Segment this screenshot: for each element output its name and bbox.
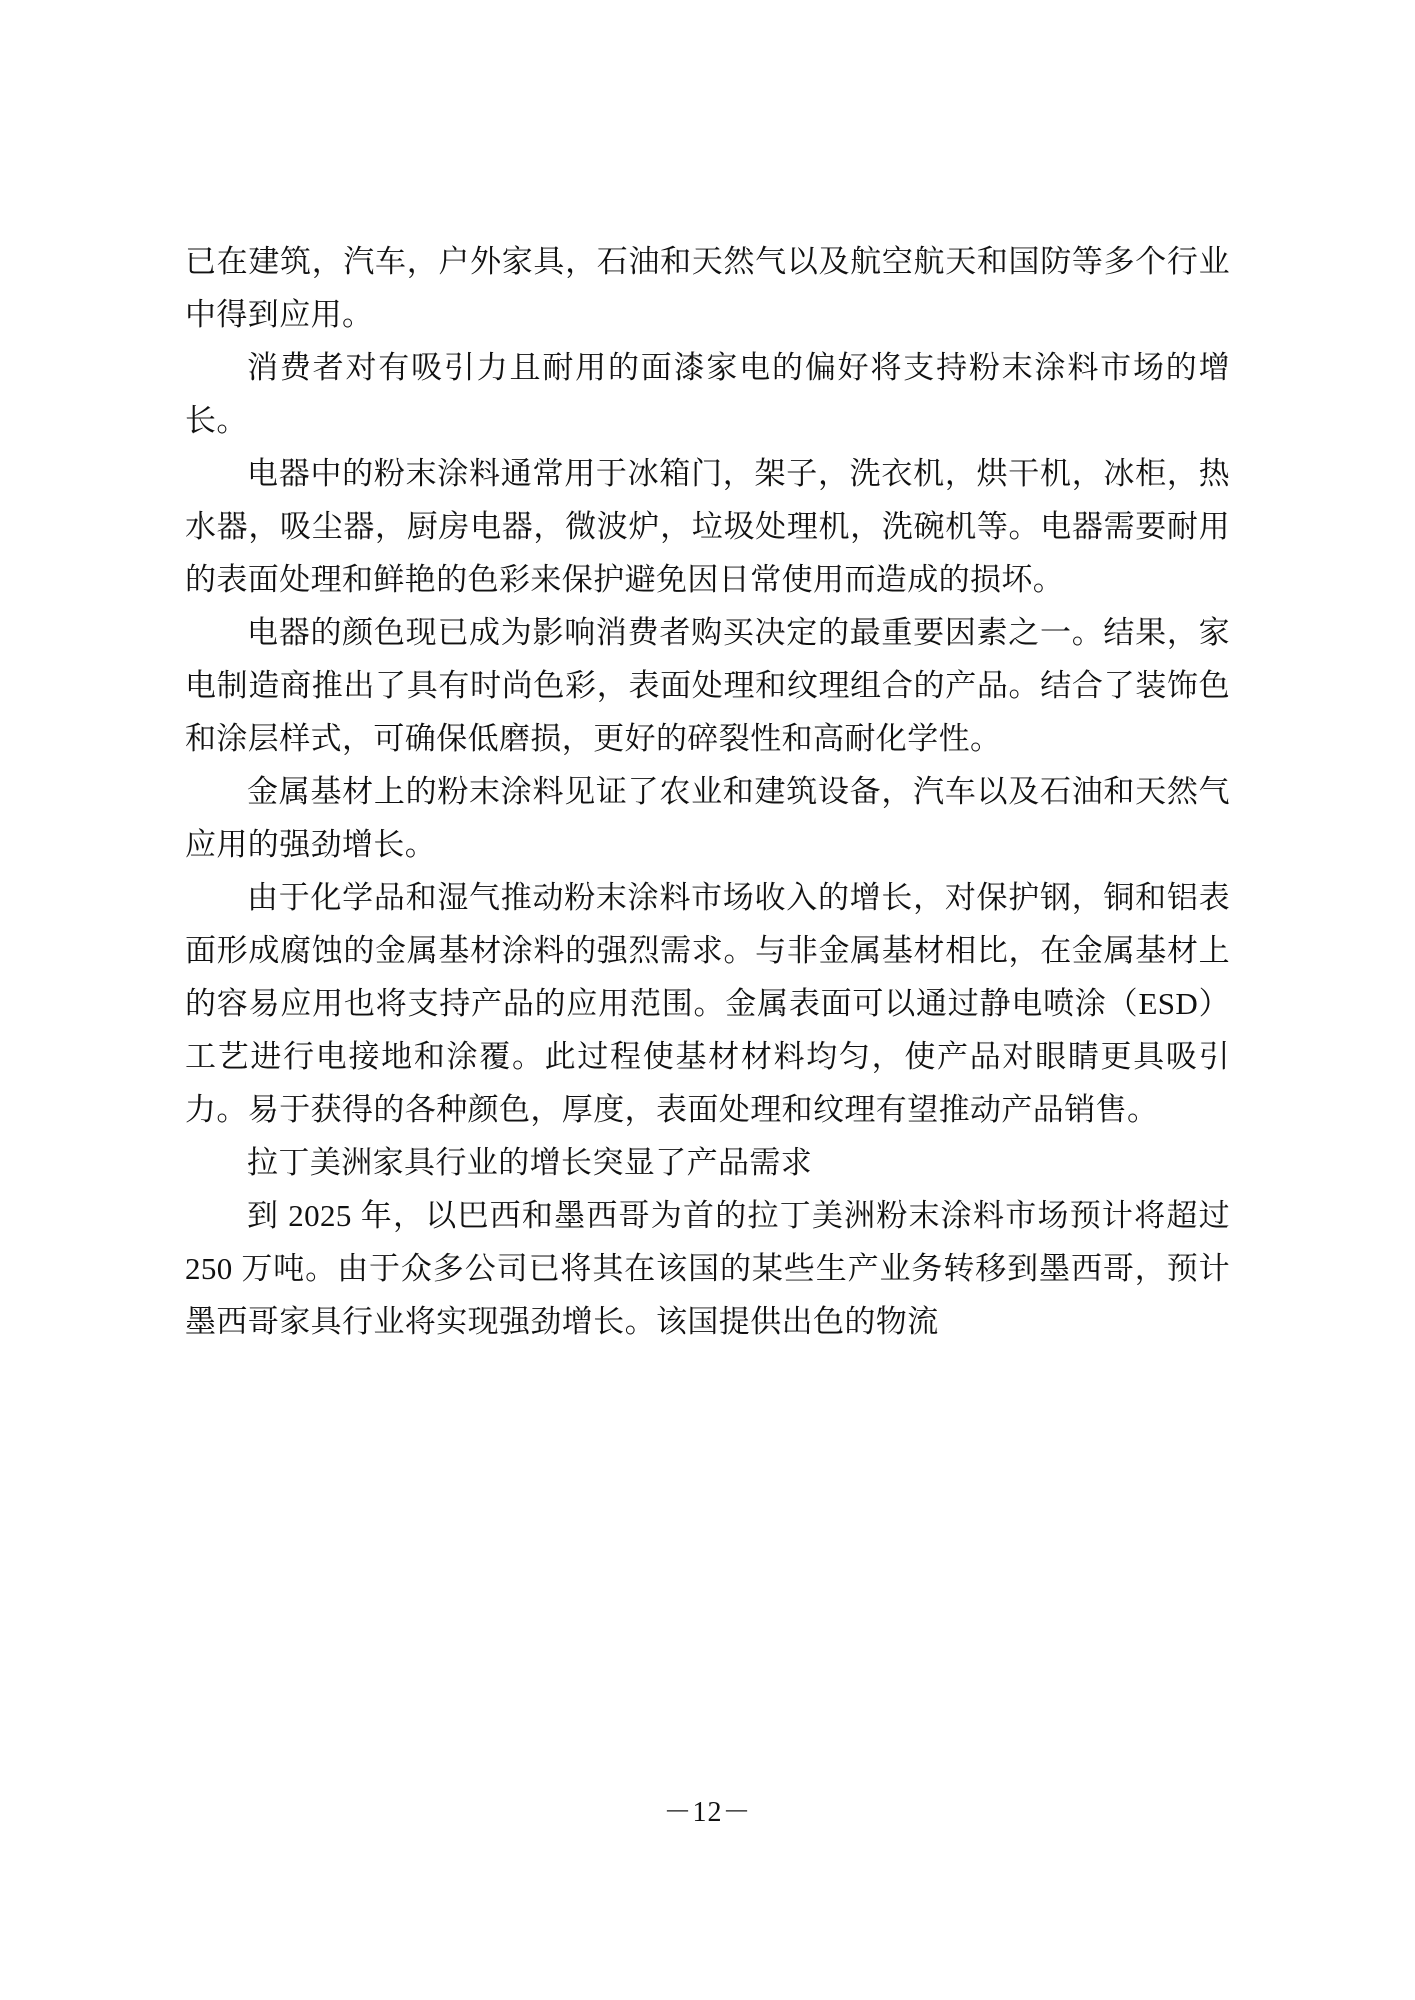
paragraph: 已在建筑，汽车，户外家具，石油和天然气以及航空航天和国防等多个行业中得到应用。	[185, 244, 1230, 332]
paragraph: 电器的颜色现已成为影响消费者购买决定的最重要因素之一。结果，家电制造商推出了具有时尚色彩，表面处理和纹理组合的产品。结合了装饰色和涂层样式，可确保低磨损，更好的碎裂性和高耐化学性。	[185, 615, 1230, 756]
page-body	[185, 235, 1230, 1348]
paragraph: 由于化学品和湿气推动粉末涂料市场收入的增长，对保护钢，铜和铝表面形成腐蚀的金属基材涂料的强烈需求。与非金属基材相比，在金属基材上的容易应用也将支持产品的应用范围。金属表面可以通过静电喷涂（ESD）工艺进行电接地和涂覆。此过程使基材材料均匀，使产品对眼睛更具吸引力。易于获得的各种颜色，厚度，表面处理和纹理有望推动产品销售。	[185, 880, 1230, 1127]
paragraph: 到 2025 年，以巴西和墨西哥为首的拉丁美洲粉末涂料市场预计将超过 250 万吨。由于众多公司已将其在该国的某些生产业务转移到墨西哥，预计墨西哥家具行业将实现强劲增长。该国提供出色的物流	[185, 1198, 1230, 1339]
paragraph: 金属基材上的粉末涂料见证了农业和建筑设备，汽车以及石油和天然气应用的强劲增长。	[185, 774, 1230, 862]
paragraph: 电器中的粉末涂料通常用于冰箱门，架子，洗衣机，烘干机，冰柜，热水器，吸尘器，厨房电器，微波炉，垃圾处理机，洗碗机等。电器需要耐用的表面处理和鲜艳的色彩来保护避免因日常使用而造成的损坏。	[185, 456, 1230, 597]
page-number: －12－	[663, 1797, 752, 1828]
paragraph: 消费者对有吸引力且耐用的面漆家电的偏好将支持粉末涂料市场的增长。	[185, 350, 1230, 438]
paragraph-subheading: 拉丁美洲家具行业的增长突显了产品需求	[247, 1145, 813, 1180]
